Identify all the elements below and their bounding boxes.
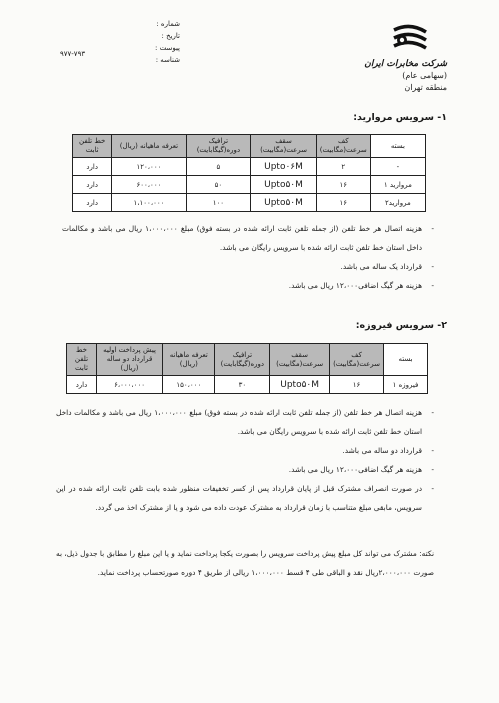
table-cell: ۵ [186, 158, 251, 176]
table-cell: دارد [67, 376, 97, 394]
table-row [73, 194, 426, 212]
table-cell: Upto۵۰M [251, 194, 317, 212]
list-item: - هزینه هر گیگ اضافی۱۲،۰۰۰ ریال می باشد. [62, 276, 434, 295]
table-cell: ۱۲۰،۰۰۰ [112, 158, 186, 176]
date-label: تاریخ : [161, 32, 180, 40]
table-cell: دارد [73, 158, 112, 176]
section2-title: ۲- سرویس فیروزه: [355, 320, 447, 331]
company-name: شرکت مخابرات ایران [364, 59, 447, 69]
table-cell: دارد [73, 194, 112, 212]
header-cell: تعرفه ماهیانه (ریال) [163, 344, 215, 376]
header-cell: تعرفه ماهیانه (ریال) [112, 135, 186, 158]
header-cell: بسته [370, 135, 425, 158]
letter-meta [120, 18, 180, 66]
table-cell: Upto۵۰M [251, 176, 317, 194]
header-cell: پیش پرداخت اولیه قرارداد دو ساله (ریال) [96, 344, 162, 376]
table-cell: ۶۰۰،۰۰۰ [112, 176, 186, 194]
section2-table [66, 343, 428, 394]
header-cell: خط تلفن ثابت [67, 344, 97, 376]
company-type: (سهامی عام) [402, 71, 447, 80]
header-cell: کف سرعت(مگابیت) [330, 344, 384, 376]
section1-table [72, 134, 426, 212]
company-region: منطقه تهران [404, 83, 447, 92]
section1-notes [62, 219, 434, 295]
table-cell: ۱۰۰ [186, 194, 251, 212]
section2-note: نکته: مشترک می تواند کل مبلغ پیش پرداخت سرویس را بصورت یکجا پرداخت نماید و یا این مبلغ را مطابق با جدول ذیل، به صورت ۲،۰۰۰،۰۰۰ریال نقد و الباقی طی ۴ قسط ۱،۰۰۰،۰۰۰ ریالی از طریق ۴ دوره صورتحساب پرداخت نماید. [56, 549, 434, 577]
number-label: شماره : [156, 20, 180, 28]
table-cell: - [370, 158, 425, 176]
id-label: شناسه : [155, 56, 180, 64]
table-cell: Upto۵۰M [270, 376, 330, 394]
table-cell: ۱۶ [330, 376, 384, 394]
list-item: - قرارداد یک ساله می باشد. [62, 257, 434, 276]
header-cell: خط تلفن ثابت [73, 135, 112, 158]
section2-notes [56, 403, 434, 517]
header-cell: ترافیک دوره(گیگابایت) [186, 135, 251, 158]
company-logo-icon [390, 24, 430, 56]
table-cell: مروارید ۱ [370, 176, 425, 194]
list-item: - در صورت انصراف مشترک قبل از پایان قرارداد پس از کسر تخفیفات منظور شده بابت تلفن ثابت ارائه شده در این سرویس، مابقی مبلغ متناسب با زمان قرارداد به مشترک عودت داده می شود و یا از مشترک اخذ می گردد. [56, 479, 434, 517]
list-item: - هزینه اتصال هر خط تلفن (از جمله تلفن ثابت ارائه شده در بسته فوق) مبلغ ۱،۰۰۰،۰۰۰ ریال می باشد و مکالمات داخل استان خط تلفن ثابت ارائه شده با سرویس رایگان می باشد. [56, 403, 434, 441]
table-cell: فیروزه ۱ [384, 376, 428, 394]
table-row [73, 158, 426, 176]
list-item: - هزینه هر گیگ اضافی۱۲،۰۰۰ ریال می باشد. [56, 460, 434, 479]
list-item: - قرارداد دو ساله می باشد. [56, 441, 434, 460]
table-cell: ۶،۰۰۰،۰۰۰ [96, 376, 162, 394]
header-cell: بسته [384, 344, 428, 376]
table-row [73, 176, 426, 194]
table-cell: ۳۰ [215, 376, 270, 394]
header-cell: سقف سرعت(مگابیت) [270, 344, 330, 376]
table-cell: ۱،۱۰۰،۰۰۰ [112, 194, 186, 212]
list-item: - هزینه اتصال هر خط تلفن (از جمله تلفن ثابت ارائه شده در بسته فوق) مبلغ ۱،۰۰۰،۰۰۰ ریال می باشد و مکالمات داخل استان خط تلفن ثابت ارائه شده با سرویس رایگان می باشد. [62, 219, 434, 257]
attachment-label: پیوست : [155, 44, 180, 52]
document-number: ۹۷۷-۷۹۳ [60, 50, 86, 58]
table-row [67, 376, 428, 394]
table-cell: دارد [73, 176, 112, 194]
table-cell: ۱۶ [316, 194, 370, 212]
table-cell: ۲ [316, 158, 370, 176]
table-header-row [67, 344, 428, 376]
header-cell: کف سرعت(مگابیت) [316, 135, 370, 158]
table-cell: ۱۵۰،۰۰۰ [163, 376, 215, 394]
company-block [364, 58, 447, 94]
table-cell: Upto۰۶M [251, 158, 317, 176]
table-cell: ۱۶ [316, 176, 370, 194]
header-cell: ترافیک دوره(گیگابایت) [215, 344, 270, 376]
header-cell: سقف سرعت(مگابیت) [251, 135, 317, 158]
table-cell: مروارید۲ [370, 194, 425, 212]
section1-title: ۱- سرویس مروارید: [353, 112, 447, 123]
table-header-row [73, 135, 426, 158]
table-cell: ۵۰ [186, 176, 251, 194]
